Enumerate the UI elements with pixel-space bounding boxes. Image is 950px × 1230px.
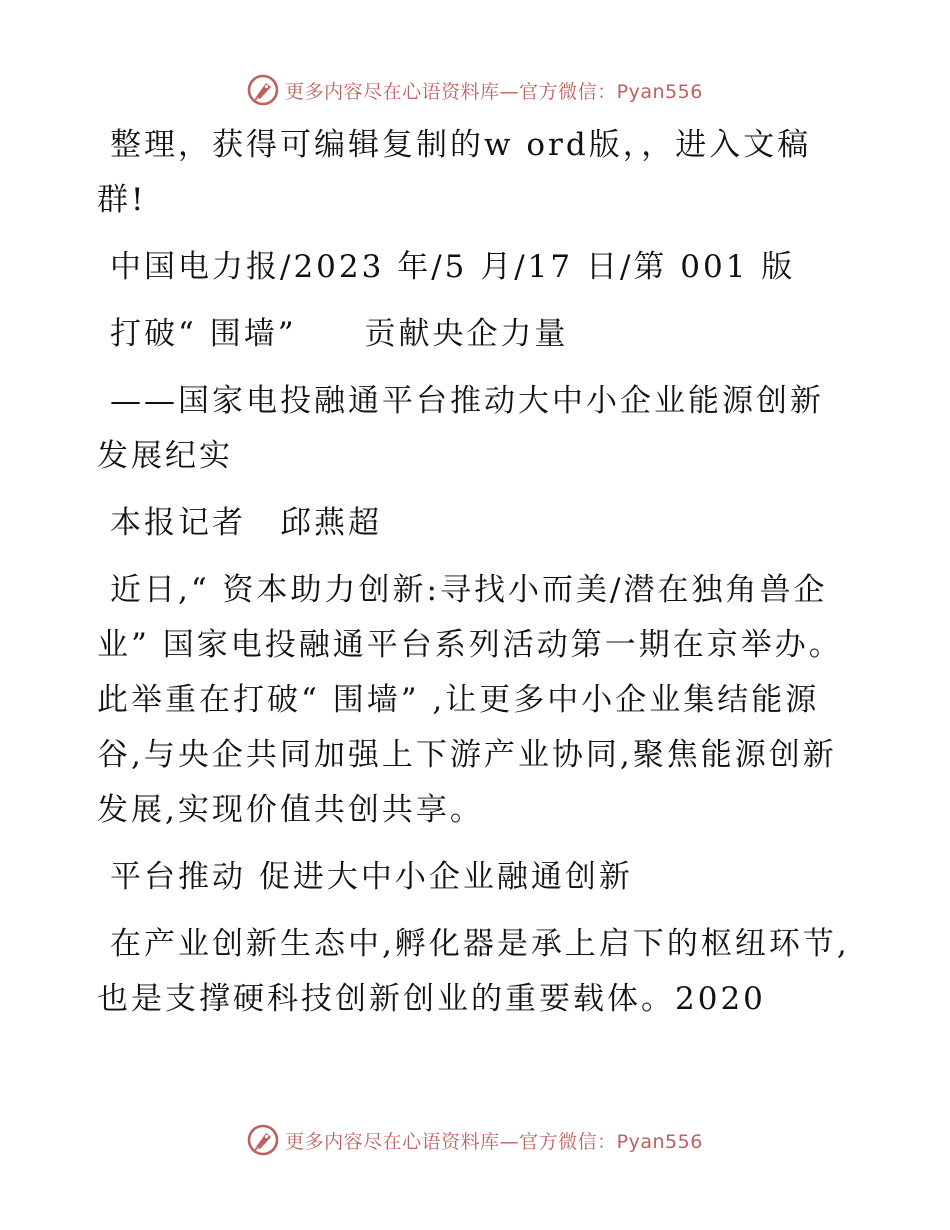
lead-paragraph: 近日,“ 资本助力创新:寻找小而美/潜在独角兽企业” 国家电投融通平台系列活动第一期在京举办。此举重在打破“ 围墙” ,让更多中小企业集结能源谷,与央企共同加强上下游产业协同,聚焦能源创新发展,实现价值共创共享。 xyxy=(97,572,843,828)
pen-nib-logo-icon xyxy=(247,74,279,106)
body-paragraph: 在产业创新生态中,孵化器是承上启下的枢纽环节,也是支撑硬科技创新创业的重要载体。2020 xyxy=(97,926,850,1017)
section-heading: 平台推动 促进大中小企业融通创新 xyxy=(110,859,633,895)
article-title: 打破“ 围墙” 贡献央企力量 xyxy=(110,316,569,352)
document-body xyxy=(97,118,857,1039)
byline: 本报记者 邱燕超 xyxy=(110,505,382,541)
publication-line: 中国电力报/2023 年/5 月/17 日/第 001 版 xyxy=(110,249,796,285)
article-subtitle: ——国家电投融通平台推动大中小企业能源创新发展纪实 xyxy=(97,383,824,474)
watermark-text: 更多内容尽在心语资料库—官方微信：Pyan556 xyxy=(285,80,703,103)
footer-watermark xyxy=(0,1120,950,1160)
header-watermark xyxy=(0,70,950,110)
pen-nib-logo-icon xyxy=(247,1124,279,1156)
watermark-text: 更多内容尽在心语资料库—官方微信：Pyan556 xyxy=(285,1130,703,1153)
intro-note: 整理，获得可编辑复制的w ord版，，进入文稿群! xyxy=(97,127,812,218)
